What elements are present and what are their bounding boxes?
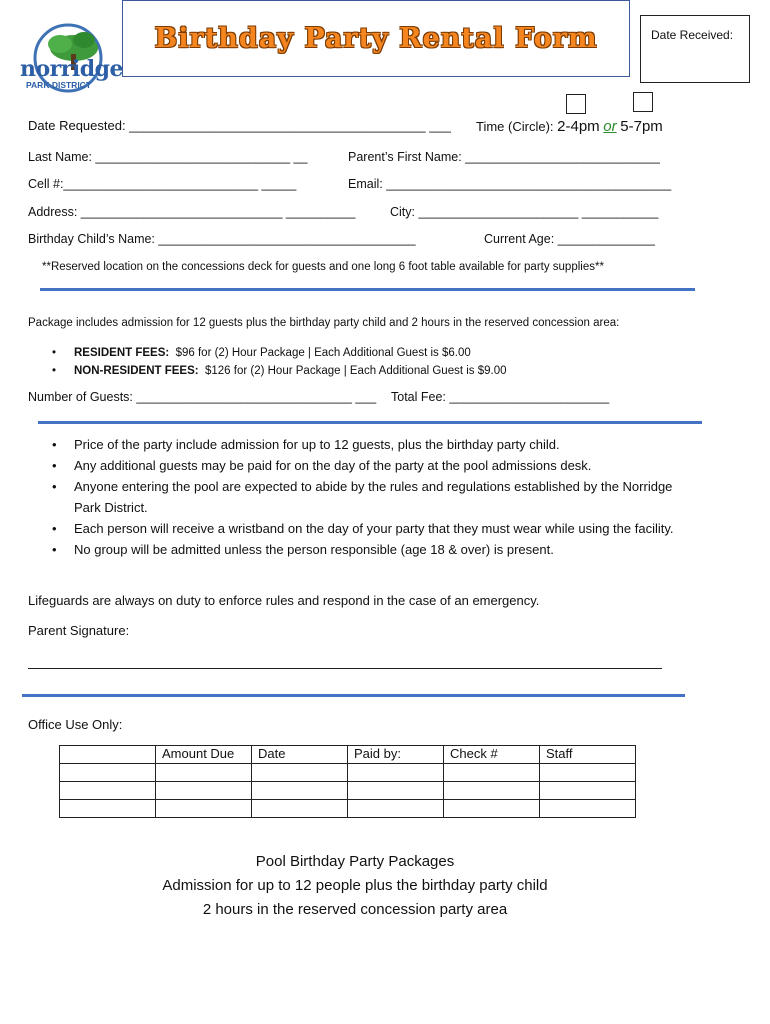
footer-line-2: Admission for up to 12 people plus the birthday party child xyxy=(162,877,548,894)
time-5-7pm-checkbox[interactable] xyxy=(633,92,653,112)
parent-first-name-field[interactable]: Parent’s First Name: ____________________________ xyxy=(348,150,660,164)
table-cell[interactable] xyxy=(252,782,348,800)
form-title: Birthday Party Rental Form xyxy=(154,23,598,54)
table-row xyxy=(60,800,636,818)
table-cell[interactable] xyxy=(60,782,156,800)
table-header-cell: Check # xyxy=(444,746,540,764)
table-header-row xyxy=(60,746,636,764)
number-of-guests-field[interactable]: Number of Guests: _______________________________ ___ xyxy=(28,390,377,404)
current-age-field[interactable]: Current Age: ______________ xyxy=(484,232,655,246)
table-cell[interactable] xyxy=(252,764,348,782)
divider-2 xyxy=(38,421,702,424)
date-requested-field[interactable]: Date Requested: _________________________________________ ___ xyxy=(28,118,451,133)
table-cell[interactable] xyxy=(348,764,444,782)
time-2-4pm-checkbox[interactable] xyxy=(566,94,586,114)
resident-fees-text: $96 for (2) Hour Package | Each Additional Guest is $6.00 xyxy=(175,347,471,359)
divider-3 xyxy=(22,694,685,697)
footer-line-3: 2 hours in the reserved concession party area xyxy=(202,901,508,918)
norridge-logo xyxy=(20,22,123,100)
time-option-2-4pm[interactable]: 2-4pm xyxy=(557,118,600,135)
reserved-location-note: **Reserved location on the concessions deck for guests and one long 6 foot table available for party supplies** xyxy=(42,261,604,273)
date-received-box[interactable] xyxy=(640,15,750,83)
time-circle-field[interactable] xyxy=(476,118,663,135)
logo-wordmark: norridge xyxy=(20,56,123,82)
resident-fees-label: RESIDENT FEES: xyxy=(74,347,170,359)
table-cell[interactable] xyxy=(156,782,252,800)
package-intro: Package includes admission for 12 guests plus the birthday party child and 2 hours in the reserved concession area: xyxy=(28,317,620,329)
time-or-text: or xyxy=(603,118,617,135)
table-cell[interactable] xyxy=(60,764,156,782)
table-header-cell: Amount Due xyxy=(156,746,252,764)
table-cell[interactable] xyxy=(348,782,444,800)
table-cell[interactable] xyxy=(252,800,348,818)
table-cell[interactable] xyxy=(540,782,636,800)
rule-item: • No group will be admitted unless the person responsible (age 18 & over) is present. xyxy=(30,539,690,560)
title-box xyxy=(122,0,630,77)
nonresident-fees-label: NON-RESIDENT FEES: xyxy=(74,365,199,377)
rule-item: • Anyone entering the pool are expected to abide by the rules and regulations established by the Norridge Park District. xyxy=(30,476,690,518)
logo-subtext: PARK DISTRICT xyxy=(26,80,92,90)
lifeguards-note: Lifeguards are always on duty to enforce rules and respond in the case of an emergency. xyxy=(28,593,540,608)
address-field[interactable]: Address: _____________________________ __________ xyxy=(28,205,356,219)
table-header-cell xyxy=(60,746,156,764)
total-fee-field[interactable]: Total Fee: _______________________ xyxy=(391,390,610,404)
city-field[interactable]: City: _______________________ ___________ xyxy=(390,205,659,219)
table-header-cell: Paid by: xyxy=(348,746,444,764)
table-row xyxy=(60,764,636,782)
rule-item: • Price of the party include admission for up to 12 guests, plus the birthday party child. xyxy=(30,434,690,455)
table-cell[interactable] xyxy=(444,764,540,782)
cell-field[interactable]: Cell #:____________________________ _____ xyxy=(28,177,297,191)
birthday-child-name-field[interactable]: Birthday Child’s Name: _____________________________________ xyxy=(28,232,416,246)
time-option-5-7pm[interactable]: 5-7pm xyxy=(620,118,663,135)
table-cell[interactable] xyxy=(540,764,636,782)
nonresident-fees-text: $126 for (2) Hour Package | Each Additional Guest is $9.00 xyxy=(204,365,507,377)
footer-block xyxy=(0,850,710,922)
table-cell[interactable] xyxy=(540,800,636,818)
email-field[interactable]: Email: _________________________________________ xyxy=(348,177,672,191)
table-header-cell: Date xyxy=(252,746,348,764)
table-cell[interactable] xyxy=(348,800,444,818)
divider-1 xyxy=(40,288,695,291)
rule-item: • Each person will receive a wristband on the day of your party that they must wear while using the facility. xyxy=(30,518,690,539)
rules-list xyxy=(30,434,690,560)
office-use-label: Office Use Only: xyxy=(28,717,123,732)
fees-list xyxy=(30,344,730,380)
table-cell[interactable] xyxy=(444,800,540,818)
table-row xyxy=(60,782,636,800)
table-cell[interactable] xyxy=(60,800,156,818)
table-cell[interactable] xyxy=(156,764,252,782)
table-cell[interactable] xyxy=(156,800,252,818)
time-label: Time (Circle): xyxy=(476,119,554,134)
resident-fees-item xyxy=(30,344,730,362)
office-use-table xyxy=(59,745,636,818)
table-cell[interactable] xyxy=(444,782,540,800)
parent-signature-label: Parent Signature: xyxy=(28,623,130,638)
last-name-field[interactable]: Last Name: ____________________________ __ xyxy=(28,150,308,164)
nonresident-fees-item xyxy=(30,362,730,380)
date-received-label: Date Received: xyxy=(651,28,734,42)
signature-line[interactable] xyxy=(28,668,662,669)
table-header-cell: Staff xyxy=(540,746,636,764)
rule-item: • Any additional guests may be paid for on the day of the party at the pool admissions desk. xyxy=(30,455,690,476)
footer-title: Pool Birthday Party Packages xyxy=(255,853,455,870)
